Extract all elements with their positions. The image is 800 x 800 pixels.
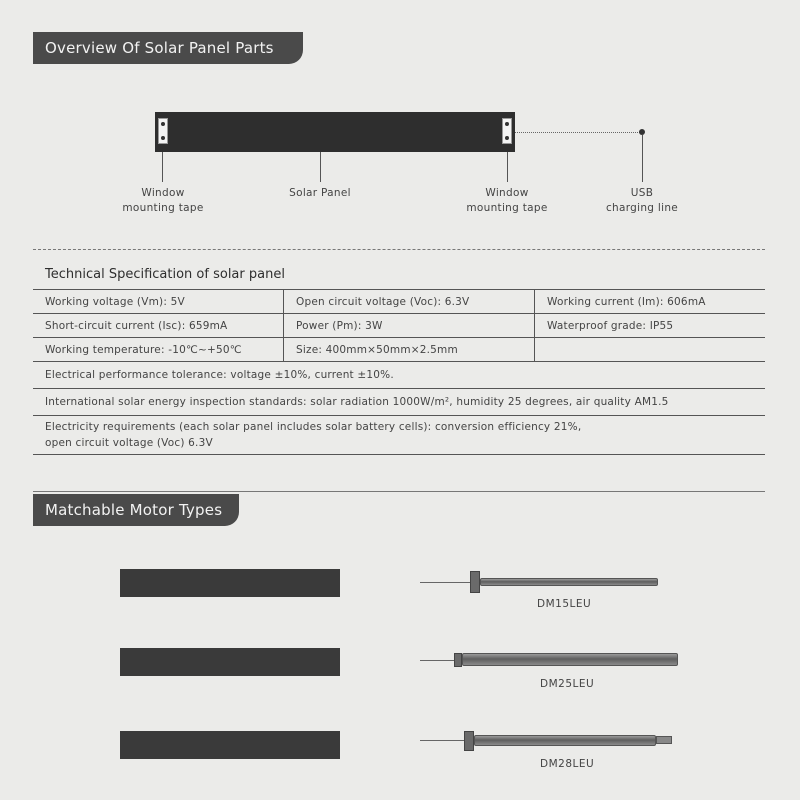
usb-cable bbox=[515, 132, 642, 133]
label-mount-left: Window mounting tape bbox=[122, 187, 204, 214]
motors-banner bbox=[33, 494, 239, 526]
spec-cell bbox=[535, 338, 766, 362]
callout-usb bbox=[642, 135, 643, 182]
spec-note-row bbox=[33, 362, 765, 389]
motor-panel-bar bbox=[120, 569, 340, 597]
spec-cell: Power (Pm): 3W bbox=[284, 314, 535, 338]
spec-cell: Waterproof grade: IP55 bbox=[535, 314, 766, 338]
motor-label: DM28LEU bbox=[540, 758, 595, 770]
left-mounting-tab bbox=[158, 118, 168, 144]
section-divider-dashed bbox=[33, 249, 765, 250]
spec-note: International solar energy inspection standards: solar radiation 1000W/m², humidity 25 degrees, air quality AM1.5 bbox=[33, 389, 765, 416]
spec-row bbox=[33, 338, 765, 362]
solar-panel-strip bbox=[155, 112, 515, 152]
section-divider bbox=[33, 491, 765, 492]
spec-table bbox=[33, 289, 765, 455]
callout-left bbox=[162, 152, 163, 182]
motor-label: DM15LEU bbox=[537, 598, 592, 610]
spec-note: Electrical performance tolerance: voltage ±10%, current ±10%. bbox=[33, 362, 765, 389]
motors-title: Matchable Motor Types bbox=[45, 501, 223, 519]
spec-row bbox=[33, 290, 765, 314]
callout-panel bbox=[320, 152, 321, 182]
motor-label: DM25LEU bbox=[540, 678, 595, 690]
callout-right bbox=[507, 152, 508, 182]
right-mounting-tab bbox=[502, 118, 512, 144]
motor-panel-bar bbox=[120, 648, 340, 676]
label-mount-right: Window mounting tape bbox=[466, 187, 548, 214]
spec-note-row bbox=[33, 389, 765, 416]
spec-cell: Working voltage (Vm): 5V bbox=[33, 290, 284, 314]
spec-title: Technical Specification of solar panel bbox=[45, 267, 285, 282]
spec-row bbox=[33, 314, 765, 338]
spec-cell: Open circuit voltage (Voc): 6.3V bbox=[284, 290, 535, 314]
spec-cell: Size: 400mm×50mm×2.5mm bbox=[284, 338, 535, 362]
spec-note: Electricity requirements (each solar panel includes solar battery cells): conversion efficiency 21%, open circuit voltage (Voc) 6.3V bbox=[33, 416, 765, 455]
spec-cell: Working current (Im): 606mA bbox=[535, 290, 766, 314]
spec-cell: Working temperature: -10℃~+50℃ bbox=[33, 338, 284, 362]
motor-panel-bar bbox=[120, 731, 340, 759]
label-solar-panel: Solar Panel bbox=[289, 187, 351, 199]
overview-banner bbox=[33, 32, 303, 64]
spec-note-row bbox=[33, 416, 765, 455]
label-usb: USB charging line bbox=[605, 187, 679, 214]
spec-cell: Short-circuit current (Isc): 659mA bbox=[33, 314, 284, 338]
overview-title: Overview Of Solar Panel Parts bbox=[45, 39, 274, 57]
